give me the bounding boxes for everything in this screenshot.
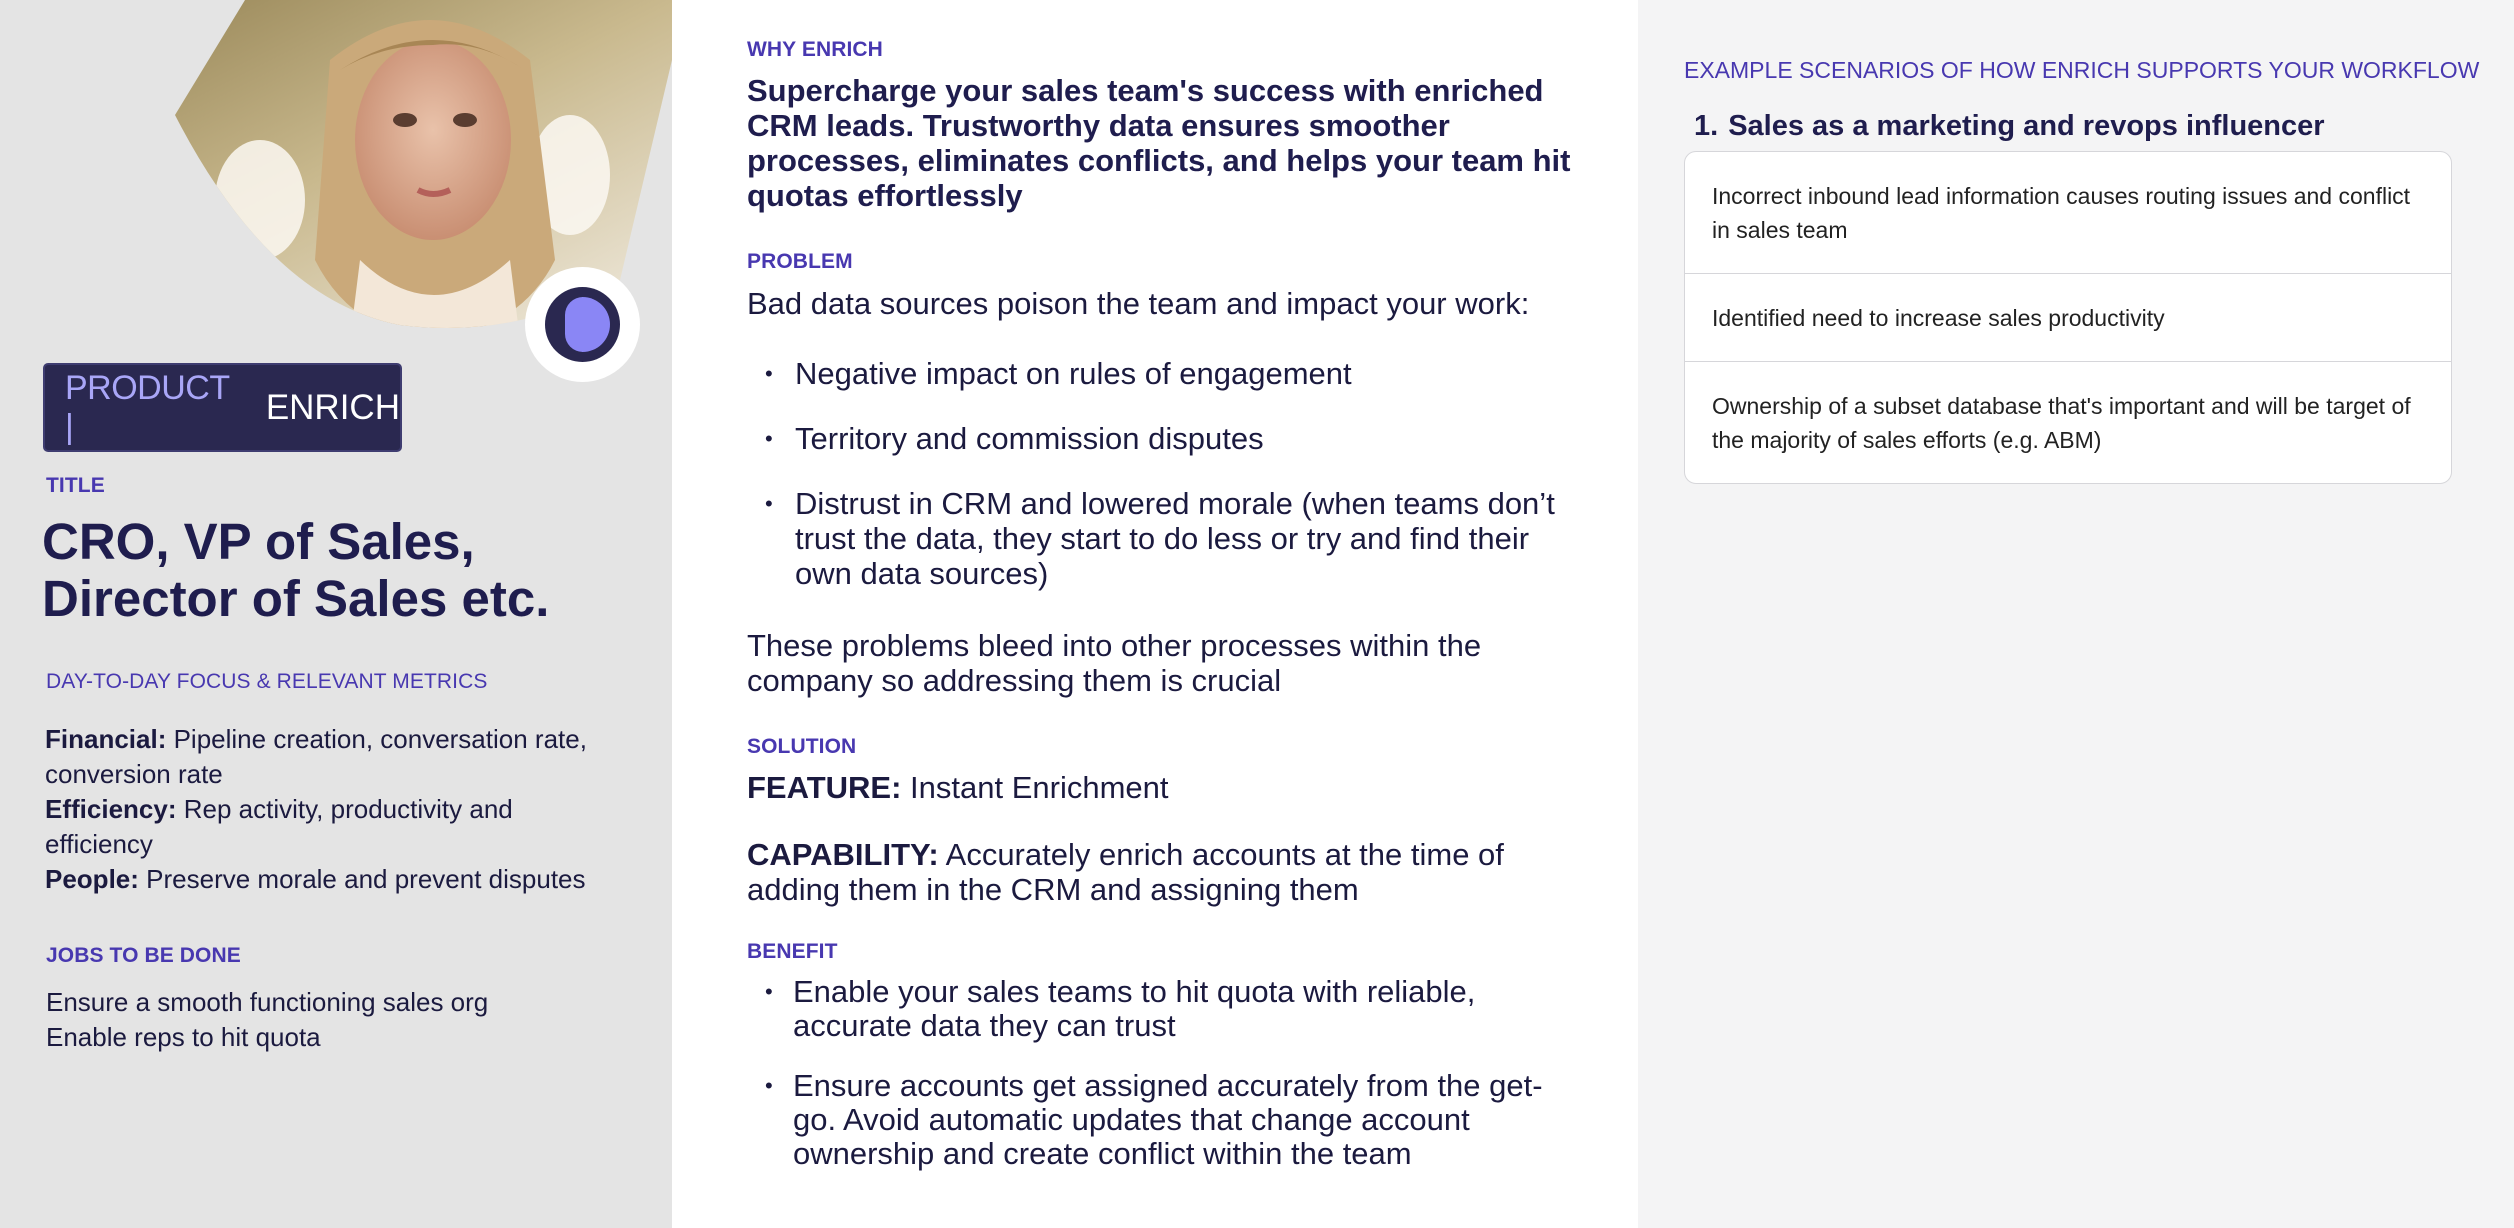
- job-item: Ensure a smooth functioning sales org: [46, 987, 489, 1017]
- problem-list: [747, 356, 1577, 621]
- feature-value: Instant Enrichment: [910, 770, 1169, 805]
- focus-list: [45, 722, 615, 897]
- scenario-title: [1694, 110, 2325, 143]
- scenario-card: [1684, 151, 2452, 484]
- benefit-list: [747, 975, 1577, 1197]
- jobs-list: [46, 985, 488, 1055]
- product-prefix: PRODUCT |: [65, 368, 229, 446]
- title-label: TITLE: [46, 474, 105, 497]
- scenario-row: Incorrect inbound lead information causes routing issues and conflict in sales team: [1712, 183, 2411, 243]
- product-name: ENRICH: [265, 387, 400, 427]
- job-item: Enable reps to hit quota: [46, 1022, 321, 1052]
- right-panel: [1638, 0, 2514, 1228]
- middle-panel: [672, 0, 1638, 1228]
- benefit-item: • Ensure accounts get assigned accurately from the get-go. Avoid automatic updates that change account ownership and create conflict within the team: [747, 1069, 1577, 1171]
- focus-item: People: Preserve morale and prevent disputes: [45, 864, 586, 894]
- brand-logo-icon: [525, 267, 640, 382]
- product-badge: [43, 363, 402, 452]
- focus-label: DAY-TO-DAY FOCUS & RELEVANT METRICS: [46, 670, 488, 693]
- left-panel: [0, 0, 672, 1228]
- feature-line: [747, 770, 1169, 806]
- problem-summary: These problems bleed into other processes within the company so addressing them is crucial: [747, 628, 1482, 698]
- benefit-label: BENEFIT: [747, 940, 838, 963]
- scenario-title-text: Sales as a marketing and revops influencer: [1728, 110, 2325, 142]
- persona-title: CRO, VP of Sales, Director of Sales etc.: [42, 513, 550, 627]
- problem-item: • Distrust in CRM and lowered morale (when teams don’t trust the data, they start to do less or try and find their own data sources): [747, 486, 1577, 591]
- problem-item: • Territory and commission disputes: [747, 421, 1577, 456]
- solution-label: SOLUTION: [747, 735, 857, 758]
- scenario-row: Ownership of a subset database that's important and will be target of the majority of sales efforts (e.g. ABM): [1685, 361, 2451, 483]
- benefit-item: • Enable your sales teams to hit quota with reliable, accurate data they can trust: [747, 975, 1577, 1043]
- focus-item: Financial: Pipeline creation, conversation rate, conversion rate: [45, 724, 587, 789]
- capability-value: Accurately enrich accounts at the time of adding them in the CRM and assigning them: [747, 837, 1504, 907]
- problem-label: PROBLEM: [747, 250, 853, 273]
- capability-key: CAPABILITY:: [747, 837, 939, 872]
- jobs-label: JOBS TO BE DONE: [46, 944, 241, 967]
- problem-item: • Negative impact on rules of engagement: [747, 356, 1577, 391]
- scenario-number: 1.: [1694, 110, 1719, 142]
- capability-line: [747, 837, 1577, 907]
- feature-key: FEATURE:: [747, 770, 902, 805]
- scenarios-label: EXAMPLE SCENARIOS OF HOW ENRICH SUPPORTS YOUR WORKFLOW: [1684, 57, 2480, 83]
- headline: Supercharge your sales team's success with enriched CRM leads. Trustworthy data ensures smoother processes, eliminates conflicts, and helps your team hit quotas effortlessly: [747, 73, 1571, 213]
- scenario-row: Identified need to increase sales productivity: [1685, 273, 2451, 361]
- why-label: WHY ENRICH: [747, 38, 883, 61]
- focus-item: Efficiency: Rep activity, productivity and efficiency: [45, 794, 513, 859]
- problem-intro: Bad data sources poison the team and impact your work:: [747, 286, 1530, 321]
